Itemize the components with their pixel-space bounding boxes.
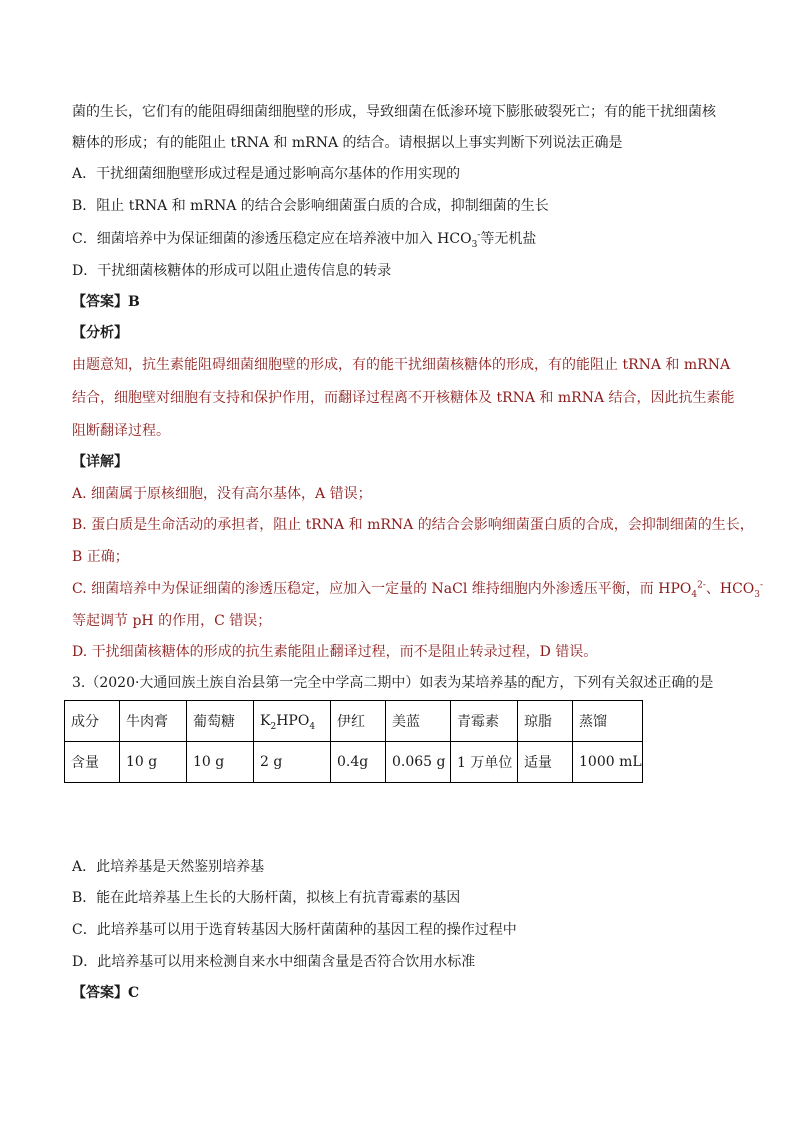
culture-medium-table bbox=[64, 700, 643, 783]
q2-detail-d: D. 干扰细菌核糖体的形成的抗生素能阻止翻译过程，而不是阻止转录过程，D 错误。 bbox=[72, 644, 598, 660]
table-cell: 2 g bbox=[254, 742, 331, 783]
q3-option-d: D．此培养基可以用来检测自来水中细菌含量是否符合饮用水标准 bbox=[72, 954, 476, 970]
q2-analysis-line-2: 结合，细胞壁对细胞有支持和保护作用，而翻译过程离不开核糖体及 tRNA 和 mRNA 结合，因此抗生素能 bbox=[72, 390, 735, 406]
q2-option-d: D．干扰细菌核糖体的形成可以阻止遗传信息的转录 bbox=[72, 263, 392, 279]
table-cell: 伊红 bbox=[331, 701, 386, 742]
table-cell: $K_2HPO_4$ bbox=[254, 701, 331, 742]
table-cell: 10 g bbox=[187, 742, 254, 783]
table-cell: 0.4g bbox=[331, 742, 386, 783]
table-cell: 1000 mL bbox=[573, 742, 643, 783]
q2-analysis-line-3: 阻断翻译过程。 bbox=[72, 423, 170, 439]
table-cell: 青霉素 bbox=[451, 701, 518, 742]
q2-answer: 【答案】B bbox=[72, 294, 140, 310]
table-cell: 1 万单位 bbox=[451, 742, 518, 783]
table-cell: 葡萄糖 bbox=[187, 701, 254, 742]
q2-detail-a: A. 细菌属于原核细胞，没有高尔基体，A 错误； bbox=[72, 486, 372, 502]
table-cell: 10 g bbox=[120, 742, 187, 783]
q2-detail-tag: 【详解】 bbox=[72, 454, 128, 470]
table-cell: 0.065 g bbox=[386, 742, 451, 783]
q3-answer: 【答案】C bbox=[72, 985, 140, 1001]
q2-analysis-line-1: 由题意知，抗生素能阻碍细菌细胞壁的形成，有的能干扰细菌核糖体的形成，有的能阻止 tRNA 和 mRNA bbox=[72, 357, 731, 373]
intro-line-1: 菌的生长，它们有的能阻碍细菌细胞壁的形成，导致细菌在低渗环境下膨胀破裂死亡；有的能干扰细菌核 bbox=[72, 104, 716, 120]
table-cell: 适量 bbox=[518, 742, 573, 783]
q2-option-a: A．干扰细菌细胞壁形成过程是通过影响高尔基体的作用实现的 bbox=[72, 166, 461, 182]
q2-analysis-tag: 【分析】 bbox=[72, 325, 128, 341]
q3-option-b: B．能在此培养基上生长的大肠杆菌，拟核上有抗青霉素的基因 bbox=[72, 890, 461, 906]
q3-option-a: A．此培养基是天然鉴别培养基 bbox=[72, 859, 265, 875]
intro-line-2: 糖体的形成；有的能阻止 tRNA 和 mRNA 的结合。请根据以上事实判断下列说法正确是 bbox=[72, 135, 623, 151]
table-cell: 含量 bbox=[65, 742, 120, 783]
q3-stem: 3.（2020·大通回族土族自治县第一完全中学高二期中）如表为某培养基的配方，下列有关叙述正确的是 bbox=[72, 675, 714, 691]
table-cell: 琼脂 bbox=[518, 701, 573, 742]
q2-option-b: B．阻止 tRNA 和 mRNA 的结合会影响细菌蛋白质的合成，抑制细菌的生长 bbox=[72, 198, 549, 214]
table-cell: 成分 bbox=[65, 701, 120, 742]
table-cell: 美蓝 bbox=[386, 701, 451, 742]
table-row bbox=[65, 701, 643, 742]
q2-detail-b-line-1: B. 蛋白质是生命活动的承担者，阻止 tRNA 和 mRNA 的结合会影响细菌蛋白质的合成，会抑制细菌的生长， bbox=[72, 517, 754, 533]
table-cell: 牛肉膏 bbox=[120, 701, 187, 742]
q2-detail-c-line-1: C. 细菌培养中为保证细菌的渗透压稳定，应加入一定量的 NaCl 维持细胞内外渗透压平衡，而 $HPO_4^{2-}$、$HCO_3^-$ bbox=[72, 580, 764, 600]
q2-detail-c-line-2: 等起调节 pH 的作用，C 错误； bbox=[72, 613, 272, 629]
q2-detail-b-line-2: B 正确； bbox=[72, 549, 129, 565]
q2-option-c: C．细菌培养中为保证细菌的渗透压稳定应在培养液中加入 $HCO_3^-$等无机盐 bbox=[72, 230, 537, 250]
q3-option-c: C．此培养基可以用于选育转基因大肠杆菌菌种的基因工程的操作过程中 bbox=[72, 922, 517, 938]
table-row bbox=[65, 742, 643, 783]
table-cell: 蒸馏 bbox=[573, 701, 643, 742]
